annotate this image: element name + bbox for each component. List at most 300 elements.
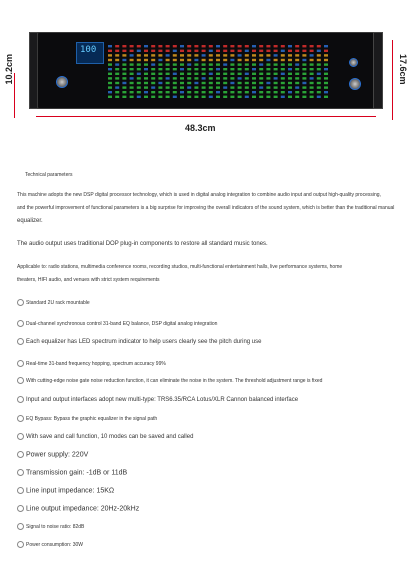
- bullet-icon: [17, 377, 24, 384]
- led-segment: [288, 96, 292, 98]
- led-segment: [317, 54, 321, 56]
- led-segment: [281, 50, 285, 52]
- led-segment: [230, 68, 234, 70]
- led-segment: [202, 82, 206, 84]
- led-segment: [252, 45, 256, 47]
- bullet-icon: [17, 469, 24, 476]
- led-segment: [310, 54, 314, 56]
- led-segment: [166, 68, 170, 70]
- led-segment: [194, 63, 198, 65]
- led-segment: [209, 63, 213, 65]
- led-segment: [288, 77, 292, 79]
- led-segment: [108, 45, 112, 47]
- led-segment: [274, 59, 278, 61]
- led-segment: [252, 54, 256, 56]
- led-segment: [266, 59, 270, 61]
- list-item: Line input impedance: 15KΩ: [17, 487, 114, 494]
- led-segment: [122, 68, 126, 70]
- led-segment: [281, 86, 285, 88]
- led-segment: [245, 45, 249, 47]
- led-segment: [295, 68, 299, 70]
- led-segment: [288, 59, 292, 61]
- led-segment: [137, 68, 141, 70]
- led-segment: [223, 59, 227, 61]
- list-item: Dual-channel synchronous control 31-band EQ balance, DSP digital analog integration: [17, 320, 217, 327]
- led-segment: [194, 68, 198, 70]
- led-segment: [259, 59, 263, 61]
- led-segment: [122, 77, 126, 79]
- led-segment: [151, 73, 155, 75]
- led-segment: [187, 86, 191, 88]
- led-segment: [324, 54, 328, 56]
- led-segment: [158, 91, 162, 93]
- led-segment: [130, 86, 134, 88]
- intro-line-6: theaters, HIFI audio, and venues with strict system requirements: [17, 277, 160, 283]
- led-segment: [317, 59, 321, 61]
- led-segment: [158, 63, 162, 65]
- led-segment: [202, 96, 206, 98]
- led-segment: [202, 68, 206, 70]
- bullet-icon: [17, 505, 24, 512]
- led-segment: [252, 91, 256, 93]
- led-segment: [180, 59, 184, 61]
- led-segment: [295, 73, 299, 75]
- led-segment: [259, 50, 263, 52]
- led-segment: [173, 77, 177, 79]
- led-segment: [151, 96, 155, 98]
- led-segment: [281, 73, 285, 75]
- width-label: 48.3cm: [185, 123, 216, 133]
- led-segment: [274, 82, 278, 84]
- led-segment: [274, 96, 278, 98]
- led-segment: [238, 77, 242, 79]
- led-segment: [180, 73, 184, 75]
- led-segment: [230, 96, 234, 98]
- led-segment: [324, 63, 328, 65]
- led-segment: [202, 50, 206, 52]
- led-segment: [288, 68, 292, 70]
- led-segment: [180, 45, 184, 47]
- led-segment: [252, 59, 256, 61]
- led-segment: [259, 96, 263, 98]
- led-segment: [302, 45, 306, 47]
- led-segment: [151, 50, 155, 52]
- led-segment: [324, 86, 328, 88]
- led-segment: [310, 96, 314, 98]
- led-segment: [288, 50, 292, 52]
- led-segment: [137, 63, 141, 65]
- led-segment: [245, 63, 249, 65]
- led-segment: [144, 82, 148, 84]
- led-segment: [223, 68, 227, 70]
- led-segment: [166, 96, 170, 98]
- led-segment: [194, 50, 198, 52]
- bullet-icon: [17, 487, 24, 494]
- led-segment: [324, 91, 328, 93]
- led-segment: [130, 45, 134, 47]
- led-segment: [252, 50, 256, 52]
- led-segment: [317, 68, 321, 70]
- led-segment: [187, 77, 191, 79]
- bullet-icon: [17, 299, 24, 306]
- led-segment: [122, 91, 126, 93]
- list-item: Each equalizer has LED spectrum indicator to help users clearly see the pitch during use: [17, 338, 261, 345]
- led-segment: [137, 77, 141, 79]
- led-segment: [259, 73, 263, 75]
- led-segment: [108, 82, 112, 84]
- led-segment: [317, 82, 321, 84]
- led-segment: [295, 50, 299, 52]
- led-segment: [238, 82, 242, 84]
- led-segment: [202, 59, 206, 61]
- led-segment: [230, 73, 234, 75]
- intro-line-1: This machine adopts the new DSP digital processor technology, which is used in digital analog integration to combine audio input and output high-quality processing,: [17, 192, 381, 198]
- led-segment: [166, 77, 170, 79]
- led-segment: [223, 82, 227, 84]
- led-segment: [202, 73, 206, 75]
- led-segment: [310, 68, 314, 70]
- led-segment: [173, 68, 177, 70]
- list-item: Line output impedance: 20Hz-20kHz: [17, 505, 139, 512]
- led-segment: [166, 86, 170, 88]
- led-segment: [259, 63, 263, 65]
- led-segment: [187, 91, 191, 93]
- led-segment: [209, 45, 213, 47]
- led-segment: [166, 91, 170, 93]
- led-segment: [158, 86, 162, 88]
- led-segment: [252, 86, 256, 88]
- led-segment: [187, 45, 191, 47]
- led-segment: [302, 96, 306, 98]
- led-segment: [288, 82, 292, 84]
- list-item: Standard 2U rack mountable: [17, 299, 90, 306]
- led-segment: [137, 50, 141, 52]
- led-segment: [274, 77, 278, 79]
- led-segment: [324, 82, 328, 84]
- led-segment: [180, 91, 184, 93]
- led-segment: [209, 50, 213, 52]
- led-segment: [223, 63, 227, 65]
- led-segment: [238, 91, 242, 93]
- led-segment: [252, 68, 256, 70]
- led-segment: [108, 59, 112, 61]
- bullet-icon: [17, 396, 24, 403]
- led-segment: [259, 45, 263, 47]
- led-segment: [108, 54, 112, 56]
- led-segment: [130, 59, 134, 61]
- led-segment: [115, 63, 119, 65]
- led-segment: [144, 73, 148, 75]
- product-photo: [0, 0, 416, 140]
- list-item: Real-time 31-band frequency hopping, spectrum accuracy 99%: [17, 360, 166, 367]
- led-segment: [137, 96, 141, 98]
- led-segment: [166, 50, 170, 52]
- led-segment: [266, 73, 270, 75]
- led-segment: [223, 91, 227, 93]
- led-segment: [144, 91, 148, 93]
- led-segment: [173, 50, 177, 52]
- led-segment: [245, 59, 249, 61]
- led-segment: [295, 82, 299, 84]
- led-segment: [194, 82, 198, 84]
- led-segment: [317, 86, 321, 88]
- led-segment: [230, 50, 234, 52]
- led-segment: [295, 54, 299, 56]
- led-segment: [108, 77, 112, 79]
- led-segment: [288, 73, 292, 75]
- led-segment: [166, 45, 170, 47]
- led-segment: [274, 91, 278, 93]
- led-segment: [130, 91, 134, 93]
- led-segment: [310, 59, 314, 61]
- led-segment: [266, 45, 270, 47]
- rack-ear-right: [373, 32, 383, 109]
- led-segment: [266, 50, 270, 52]
- led-segment: [310, 82, 314, 84]
- led-segment: [115, 86, 119, 88]
- led-segment: [122, 45, 126, 47]
- list-item: Power consumption: 30W: [17, 541, 83, 548]
- led-segment: [295, 45, 299, 47]
- led-segment: [108, 68, 112, 70]
- led-segment: [202, 86, 206, 88]
- led-segment: [317, 73, 321, 75]
- led-segment: [266, 91, 270, 93]
- led-segment: [302, 59, 306, 61]
- led-segment: [158, 82, 162, 84]
- led-segment: [216, 45, 220, 47]
- led-segment: [158, 54, 162, 56]
- led-segment: [173, 54, 177, 56]
- led-segment: [158, 45, 162, 47]
- led-segment: [144, 77, 148, 79]
- led-segment: [310, 91, 314, 93]
- led-segment: [194, 77, 198, 79]
- led-segment: [259, 82, 263, 84]
- led-segment: [230, 77, 234, 79]
- led-segment: [317, 45, 321, 47]
- intro-line-2: and the powerful improvement of functional parameters is a big surprise for improving the overall indicators of the sound system, which is better than the traditional manual: [17, 205, 395, 211]
- led-segment: [252, 73, 256, 75]
- led-segment: [173, 91, 177, 93]
- led-segment: [259, 68, 263, 70]
- led-segment: [216, 68, 220, 70]
- led-segment: [173, 86, 177, 88]
- led-segment: [223, 54, 227, 56]
- led-segment: [122, 96, 126, 98]
- led-segment: [259, 77, 263, 79]
- led-segment: [238, 73, 242, 75]
- led-segment: [180, 63, 184, 65]
- led-segment: [281, 77, 285, 79]
- led-segment: [295, 96, 299, 98]
- led-segment: [194, 59, 198, 61]
- right-knob-icon: [349, 78, 361, 90]
- led-segment: [209, 86, 213, 88]
- led-segment: [302, 77, 306, 79]
- led-segment: [223, 77, 227, 79]
- led-segment: [216, 86, 220, 88]
- led-segment: [245, 68, 249, 70]
- led-segment: [245, 54, 249, 56]
- led-segment: [180, 77, 184, 79]
- led-segment: [108, 91, 112, 93]
- led-segment: [230, 82, 234, 84]
- led-segment: [180, 54, 184, 56]
- intro-line-3: equalizer.: [17, 218, 43, 224]
- led-segment: [288, 91, 292, 93]
- bullet-icon: [17, 415, 24, 422]
- led-segment: [137, 45, 141, 47]
- led-segment: [252, 82, 256, 84]
- led-segment: [144, 45, 148, 47]
- led-segment: [295, 63, 299, 65]
- led-segment: [151, 77, 155, 79]
- led-segment: [230, 91, 234, 93]
- led-segment: [202, 45, 206, 47]
- led-segment: [252, 77, 256, 79]
- led-segment: [281, 68, 285, 70]
- led-segment: [202, 63, 206, 65]
- led-segment: [209, 73, 213, 75]
- led-segment: [137, 54, 141, 56]
- led-segment: [324, 73, 328, 75]
- led-segment: [209, 68, 213, 70]
- left-knob-icon: [56, 76, 68, 88]
- led-segment: [209, 91, 213, 93]
- led-segment: [202, 91, 206, 93]
- led-segment: [115, 45, 119, 47]
- led-segment: [238, 50, 242, 52]
- led-segment: [158, 96, 162, 98]
- led-segment: [288, 63, 292, 65]
- list-item: Signal to noise ratio: 82dB: [17, 523, 84, 530]
- led-segment: [310, 45, 314, 47]
- led-segment: [216, 77, 220, 79]
- led-segment: [151, 91, 155, 93]
- led-segment: [245, 73, 249, 75]
- led-segment: [274, 68, 278, 70]
- led-segment: [274, 54, 278, 56]
- led-segment: [274, 73, 278, 75]
- led-segment: [115, 91, 119, 93]
- led-segment: [216, 96, 220, 98]
- led-segment: [259, 91, 263, 93]
- led-segment: [216, 54, 220, 56]
- led-segment: [209, 82, 213, 84]
- led-segment: [274, 63, 278, 65]
- led-segment: [166, 82, 170, 84]
- led-segment: [158, 50, 162, 52]
- led-segment: [245, 77, 249, 79]
- led-segment: [187, 59, 191, 61]
- depth-label: 17.6cm: [398, 54, 408, 85]
- led-segment: [137, 86, 141, 88]
- led-segment: [302, 91, 306, 93]
- led-segment: [259, 86, 263, 88]
- led-segment: [238, 96, 242, 98]
- led-segment: [108, 63, 112, 65]
- led-segment: [281, 82, 285, 84]
- led-segment: [144, 96, 148, 98]
- led-segment: [180, 68, 184, 70]
- bullet-icon: [17, 523, 24, 530]
- led-segment: [108, 86, 112, 88]
- led-segment: [302, 68, 306, 70]
- led-segment: [317, 96, 321, 98]
- led-segment: [151, 63, 155, 65]
- list-item: Power supply: 220V: [17, 451, 88, 458]
- led-segment: [115, 73, 119, 75]
- list-item: Input and output interfaces adopt new multi-type: TRS6.35/RCA Lotus/XLR Cannon balanced interface: [17, 396, 298, 403]
- led-segment: [108, 50, 112, 52]
- led-segment: [288, 86, 292, 88]
- led-segment: [130, 73, 134, 75]
- intro-line-5: Applicable to: radio stations, multimedia conference rooms, recording studios, multi-functional entertainment halls, live performance systems, home: [17, 264, 343, 270]
- led-segment: [122, 86, 126, 88]
- intro-line-4: The audio output uses traditional DOP plug-in components to restore all standard music tones.: [17, 241, 268, 247]
- led-segment: [288, 54, 292, 56]
- led-segment: [302, 82, 306, 84]
- led-segment: [238, 54, 242, 56]
- led-segment: [317, 50, 321, 52]
- led-segment: [216, 73, 220, 75]
- led-segment: [180, 96, 184, 98]
- led-segment: [130, 50, 134, 52]
- led-segment: [245, 50, 249, 52]
- led-segment: [216, 59, 220, 61]
- led-segment: [194, 91, 198, 93]
- led-segment: [266, 77, 270, 79]
- led-segment: [130, 82, 134, 84]
- led-segment: [137, 82, 141, 84]
- led-segment: [158, 68, 162, 70]
- led-segment: [266, 68, 270, 70]
- section-heading: Technical parameters: [25, 172, 73, 178]
- led-segment: [317, 77, 321, 79]
- led-segment: [173, 63, 177, 65]
- led-segment: [144, 50, 148, 52]
- led-segment: [310, 73, 314, 75]
- led-segment: [173, 45, 177, 47]
- led-segment: [324, 50, 328, 52]
- led-segment: [137, 59, 141, 61]
- list-item: Transmission gain: -1dB or 11dB: [17, 469, 127, 476]
- led-segment: [288, 45, 292, 47]
- led-segment: [230, 86, 234, 88]
- led-segment: [173, 59, 177, 61]
- led-segment: [187, 50, 191, 52]
- led-segment: [302, 63, 306, 65]
- led-segment: [137, 91, 141, 93]
- led-segment: [115, 77, 119, 79]
- led-segment: [324, 59, 328, 61]
- led-segment: [238, 68, 242, 70]
- led-segment: [209, 59, 213, 61]
- led-segment: [209, 54, 213, 56]
- led-segment: [223, 73, 227, 75]
- led-segment: [151, 86, 155, 88]
- led-segment: [295, 59, 299, 61]
- led-segment: [238, 86, 242, 88]
- led-segment: [310, 86, 314, 88]
- led-segment: [158, 73, 162, 75]
- led-segment: [324, 77, 328, 79]
- led-segment: [194, 86, 198, 88]
- led-segment: [245, 96, 249, 98]
- led-segment: [187, 63, 191, 65]
- led-segment: [115, 96, 119, 98]
